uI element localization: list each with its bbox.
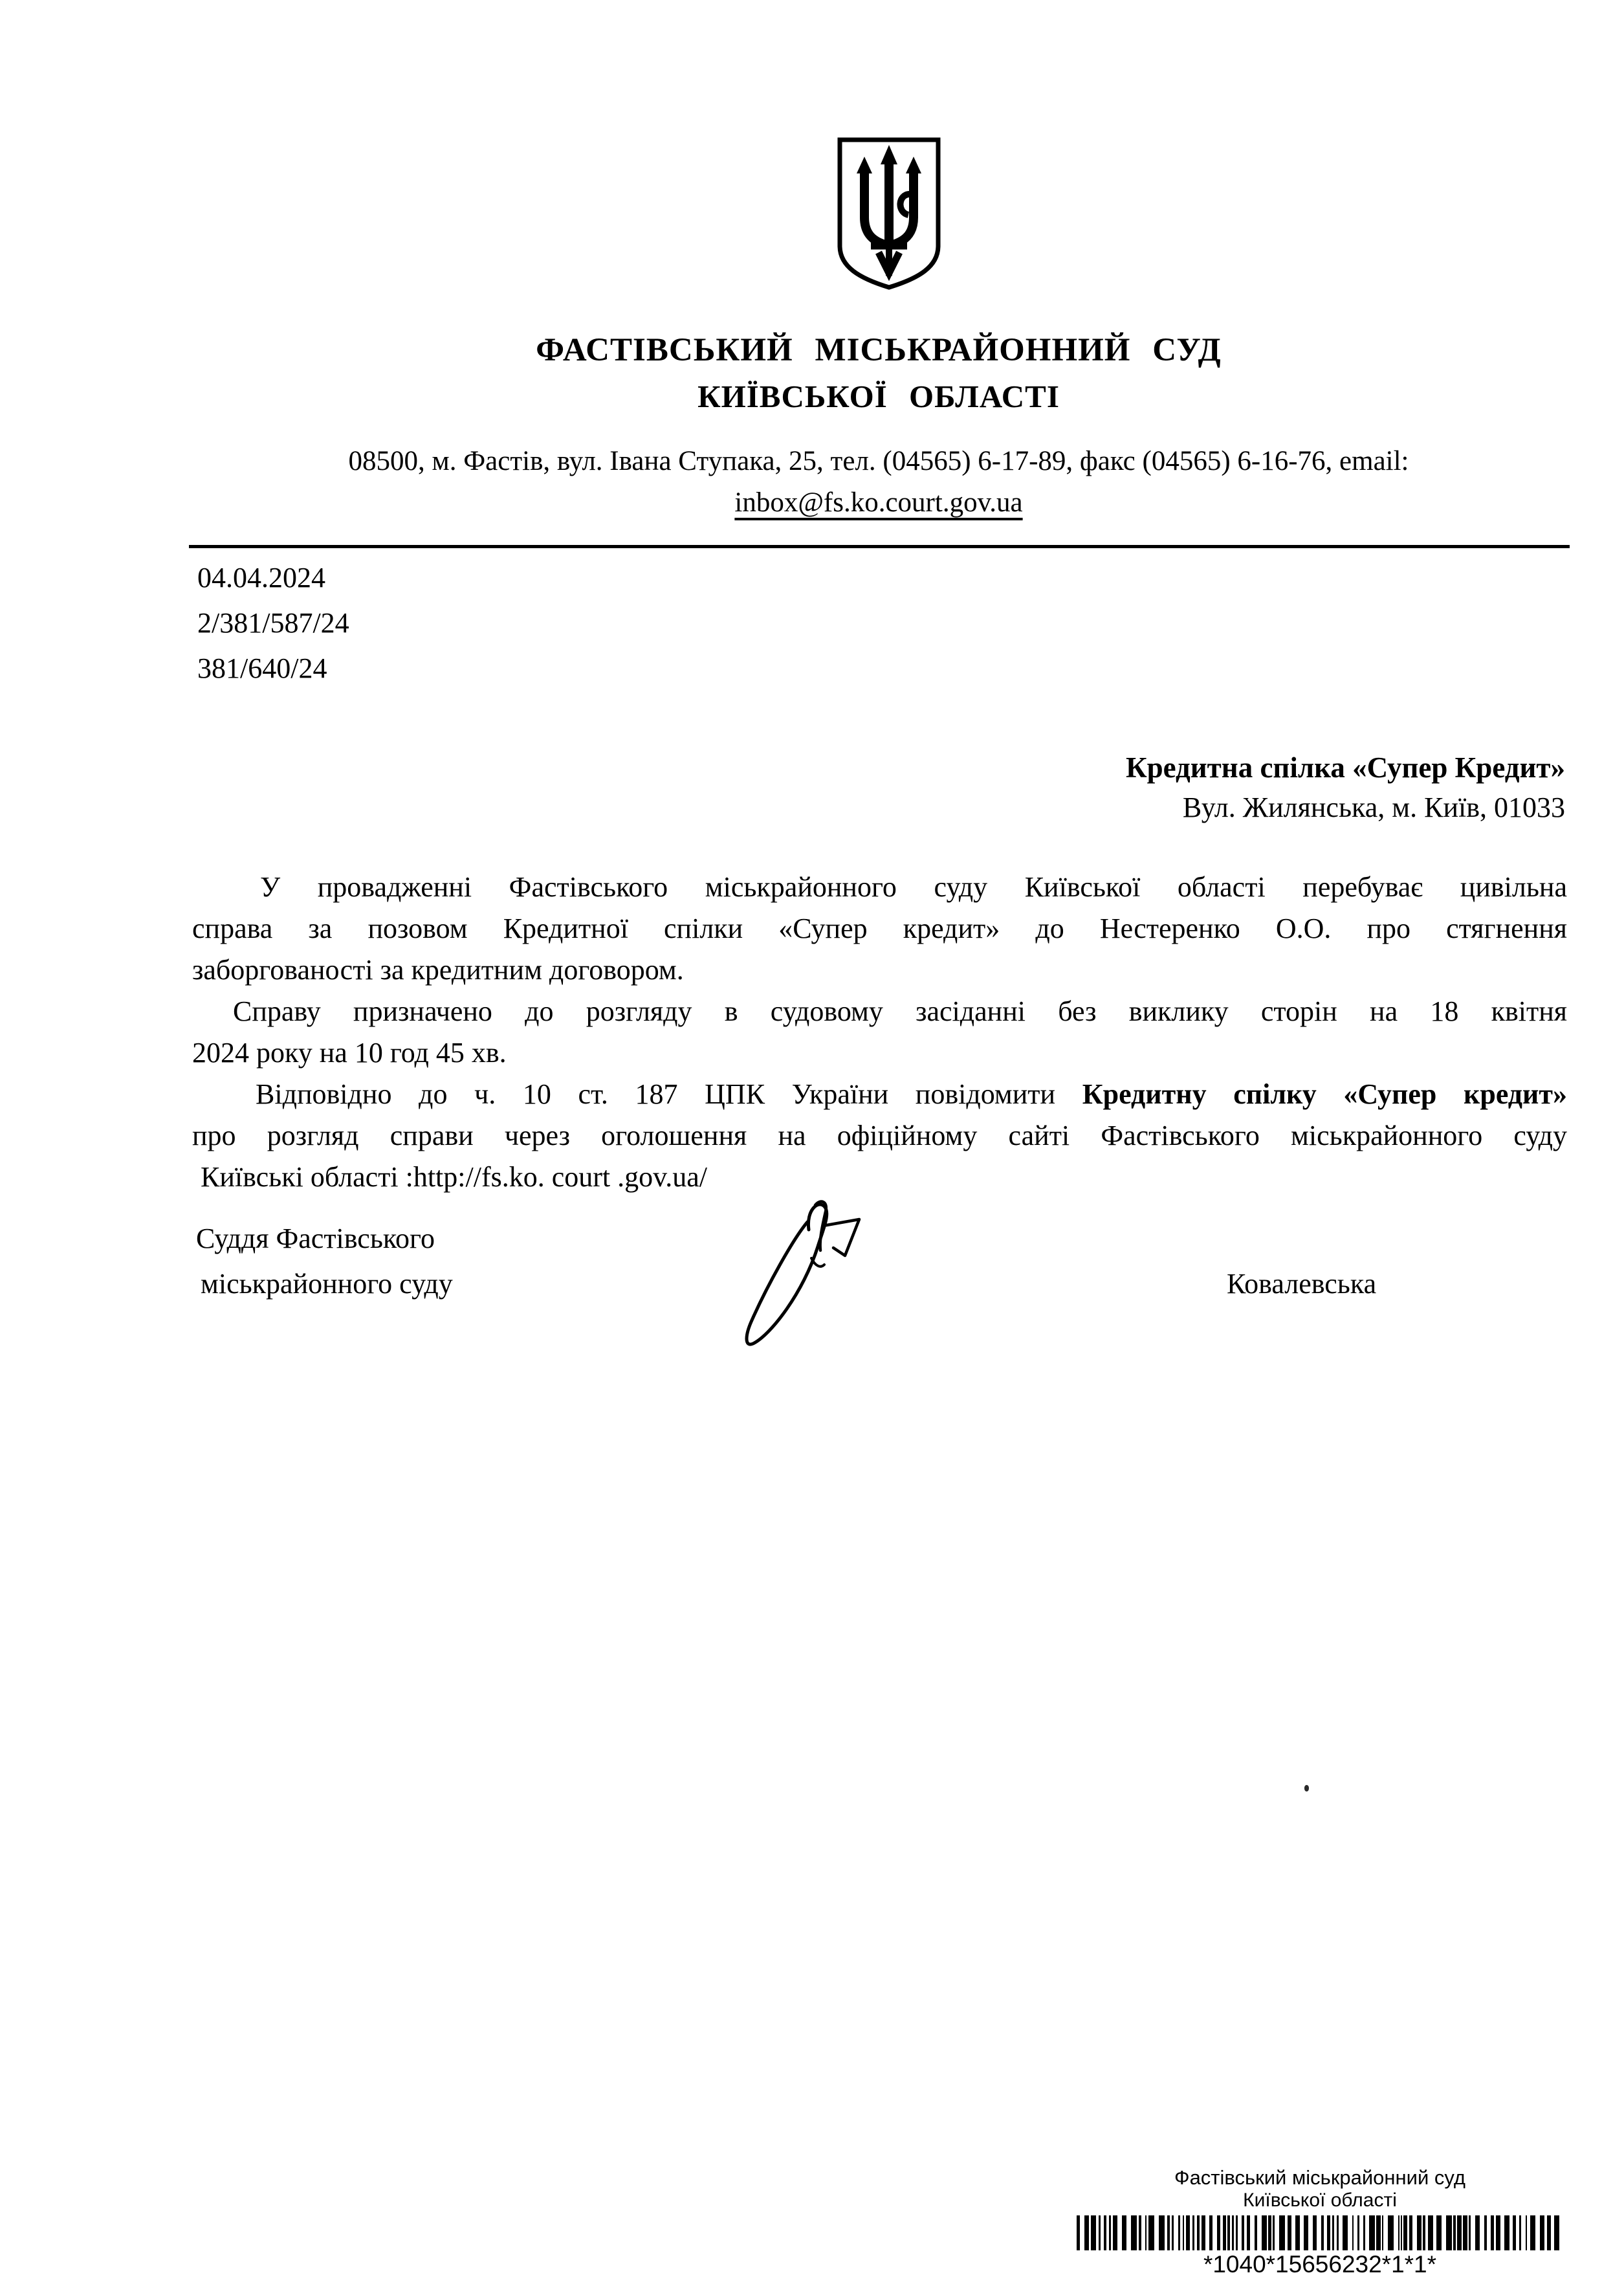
footer-court-line2: Київської області <box>1243 2190 1397 2211</box>
header-divider <box>189 545 1570 548</box>
judge-title-line1: Суддя Фастівського <box>196 1223 435 1254</box>
body-p2-line1: Справу призначено до розгляду в судовому засіданні без виклику сторін на 18 квітня <box>233 995 1567 1027</box>
body-p3-line2: про розгляд справи через оголошення на офіційному сайті Фастівського міськрайонного суду <box>192 1120 1567 1151</box>
body-p1-line3: заборгованості за кредитним договором. <box>192 954 684 986</box>
court-address: 08500, м. Фастів, вул. Івана Ступака, 25, тел. (04565) 6-17-89, факс (04565) 6-16-76, email: <box>348 446 1409 476</box>
footer-stamp <box>1061 2166 1579 2278</box>
case-number: 2/381/587/24 <box>197 607 349 639</box>
ukraine-trident-emblem-icon <box>833 135 945 293</box>
barcode-value: *1040*15656232*1*1* <box>1203 2251 1437 2278</box>
footer-court-line1: Фастівський міськрайонний суд <box>1174 2166 1465 2189</box>
recipient-address: Вул. Жилянська, м. Київ, 01033 <box>1182 792 1565 823</box>
judge-surname: Ковалевська <box>1227 1268 1377 1300</box>
letter-date: 04.04.2024 <box>197 562 325 593</box>
case-meta <box>197 555 349 691</box>
judge-title-line2: міськрайонного суду <box>201 1268 453 1300</box>
body-p3-line1-bold: Кредитну спілку «Супер кредит» <box>1082 1078 1567 1110</box>
recipient-name: Кредитна спілка «Супер Кредит» <box>1125 751 1565 784</box>
court-name-line2: КИЇВСЬКОЇ ОБЛАСТІ <box>697 379 1060 414</box>
scan-speck <box>1304 1785 1309 1791</box>
proceeding-number: 381/640/24 <box>197 652 327 684</box>
court-email-line <box>192 487 1565 518</box>
handwritten-signature-icon <box>726 1196 884 1355</box>
court-name-line1: ФАСТІВСЬКИЙ МІСЬКРАЙОННИЙ СУД <box>536 332 1222 368</box>
body-p3-line3: Київські області :http://fs.ko. court .gov.ua/ <box>201 1161 708 1193</box>
body-p1-line1: У провадженні Фастівського міськрайонного суду Київської області перебуває цивільна <box>260 871 1567 903</box>
body-p1-line2: справа за позовом Кредитної спілки «Супер кредит» до Нестеренко О.О. про стягнення <box>192 913 1567 944</box>
body-p2-line2: 2024 року на 10 год 45 хв. <box>192 1037 507 1069</box>
barcode <box>1074 2215 1566 2250</box>
court-email: inbox@fs.ko.court.gov.ua <box>734 487 1023 518</box>
body-p3-line1 <box>256 1074 1567 1115</box>
body-p3-line1-normal: Відповідно до ч. 10 ст. 187 ЦПК України повідомити <box>256 1078 1056 1110</box>
